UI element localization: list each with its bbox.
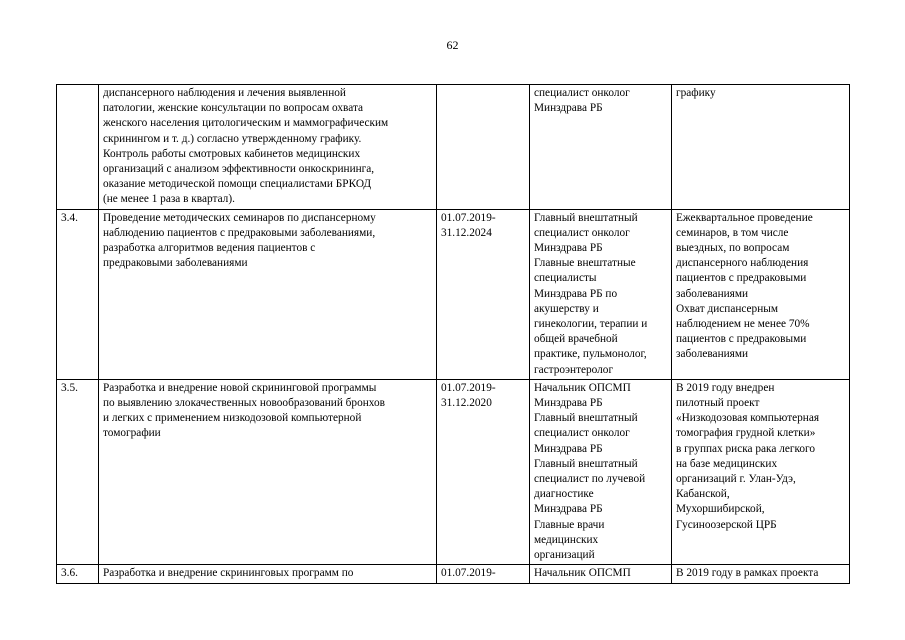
result-cell: [672, 565, 850, 583]
responsible-line: Минздрава РБ: [534, 503, 603, 516]
dates-cell: [437, 379, 530, 564]
activity-line: предраковыми заболеваниями: [103, 257, 248, 270]
responsible-line: специалист онколог: [534, 87, 630, 99]
activity-line: и легких с применением низкодозовой компьютерной: [103, 412, 362, 425]
responsible-line: Главный внештатный: [534, 412, 638, 425]
activity-line: наблюдению пациентов с предраковыми заболеваниями,: [103, 226, 376, 239]
result-line: наблюдением не менее 70%: [676, 318, 810, 331]
result-line: Ежеквартальное проведение: [676, 211, 813, 224]
result-line: в группах риска рака легкого: [676, 442, 816, 455]
activity-line: патологии, женские консультации по вопросам охвата: [103, 102, 364, 115]
table-row: [57, 209, 850, 379]
result-cell: [672, 85, 850, 210]
activity-line: разработка алгоритмов ведения пациентов с: [103, 242, 316, 255]
page-number: 62: [446, 38, 459, 52]
result-line: заболеваниями: [676, 287, 749, 300]
activity-line: Проведение методических семинаров по диспансерному: [103, 211, 376, 224]
result-line: заболеваниями: [676, 348, 749, 361]
result-line: Охват диспансерным: [676, 302, 778, 315]
dates-cell: [437, 85, 530, 210]
result-line: пациентов с предраковыми: [676, 333, 807, 346]
result-line: Мухоршибирской,: [676, 503, 765, 516]
dates-line: 31.12.2024: [441, 226, 492, 239]
result-line: пилотный проект: [676, 397, 760, 410]
responsible-line: Минздрава РБ по: [534, 287, 618, 300]
item-number-cell: 3.5.: [57, 379, 99, 564]
table-row: [57, 565, 850, 583]
result-line: Кабанской,: [676, 488, 730, 501]
result-line: пациентов с предраковыми: [676, 272, 807, 285]
responsible-line: Начальник ОПСМП: [534, 567, 631, 580]
result-line: графику: [676, 87, 716, 99]
activity-line: томографии: [103, 427, 161, 440]
responsible-line: специалисты: [534, 272, 597, 285]
activity-line: Разработка и внедрение новой скрининговой программы: [103, 381, 377, 394]
responsible-line: специалист по лучевой: [534, 473, 646, 486]
activity-cell: [99, 85, 437, 210]
result-line: Гусиноозерской ЦРБ: [676, 518, 777, 531]
responsible-cell: [530, 85, 672, 210]
responsible-line: гинекологии, терапии и: [534, 318, 648, 331]
dates-cell: [437, 209, 530, 379]
responsible-line: Главный внештатный: [534, 211, 638, 224]
responsible-line: организаций: [534, 549, 595, 562]
responsible-line: акушерству и: [534, 302, 599, 315]
result-line: на базе медицинских: [676, 457, 778, 470]
responsible-line: гастроэнтеролог: [534, 363, 614, 376]
result-line: В 2019 году внедрен: [676, 381, 775, 394]
responsible-line: Начальник ОПСМП: [534, 381, 631, 394]
responsible-line: Главные внештатные: [534, 257, 636, 270]
responsible-line: практике, пульмонолог,: [534, 348, 647, 361]
dates-line: 31.12.2020: [441, 397, 492, 410]
dates-line: 01.07.2019-: [441, 211, 496, 224]
activity-line: женского населения цитологическим и маммографическим: [103, 117, 389, 130]
result-line: В 2019 году в рамках проекта: [676, 567, 819, 580]
dates-line: 01.07.2019-: [441, 381, 496, 394]
responsible-cell: [530, 209, 672, 379]
activity-line: диспансерного наблюдения и лечения выявленной: [103, 87, 346, 99]
result-cell: [672, 379, 850, 564]
activity-cell: [99, 209, 437, 379]
responsible-line: специалист онколог: [534, 226, 630, 239]
responsible-line: Минздрава РБ: [534, 397, 603, 410]
responsible-line: Главные врачи: [534, 518, 605, 531]
item-number-cell: 3.4.: [57, 209, 99, 379]
result-line: организаций г. Улан-Удэ,: [676, 473, 796, 486]
item-number-cell: [57, 85, 99, 210]
table-row: [57, 379, 850, 564]
responsible-cell: [530, 565, 672, 583]
result-line: томография грудной клетки»: [676, 427, 816, 440]
activity-line: оказание методической помощи специалистами БРКОД: [103, 178, 372, 191]
responsible-line: общей врачебной: [534, 333, 618, 346]
dates-cell: [437, 565, 530, 583]
responsible-line: специалист онколог: [534, 427, 630, 440]
responsible-line: Минздрава РБ: [534, 242, 603, 255]
responsible-line: Минздрава РБ: [534, 102, 603, 115]
activity-line: организаций с анализом эффективности онкоскрининга,: [103, 163, 375, 176]
result-line: семинаров, в том числе: [676, 226, 789, 239]
responsible-cell: [530, 379, 672, 564]
activity-line: скринингом и т. д.) согласно утвержденному графику.: [103, 132, 362, 145]
dates-line: 01.07.2019-: [441, 567, 496, 580]
activity-cell: [99, 565, 437, 583]
activity-cell: [99, 379, 437, 564]
item-number-cell: 3.6.: [57, 565, 99, 583]
activity-line: по выявлению злокачественных новообразований бронхов: [103, 397, 385, 410]
activity-line: Разработка и внедрение скрининговых программ по: [103, 567, 354, 580]
result-line: выездных, по вопросам: [676, 242, 790, 255]
responsible-line: диагностике: [534, 488, 594, 501]
result-line: «Низкодозовая компьютерная: [676, 412, 820, 425]
activity-line: Контроль работы смотровых кабинетов медицинских: [103, 147, 361, 160]
responsible-line: медицинских: [534, 533, 599, 546]
result-line: диспансерного наблюдения: [676, 257, 809, 270]
result-cell: [672, 209, 850, 379]
responsible-line: Главный внештатный: [534, 457, 638, 470]
activity-line: (не менее 1 раза в квартал).: [103, 193, 235, 206]
table-row: [57, 85, 850, 210]
responsible-line: Минздрава РБ: [534, 442, 603, 455]
measures-table: [56, 84, 850, 584]
